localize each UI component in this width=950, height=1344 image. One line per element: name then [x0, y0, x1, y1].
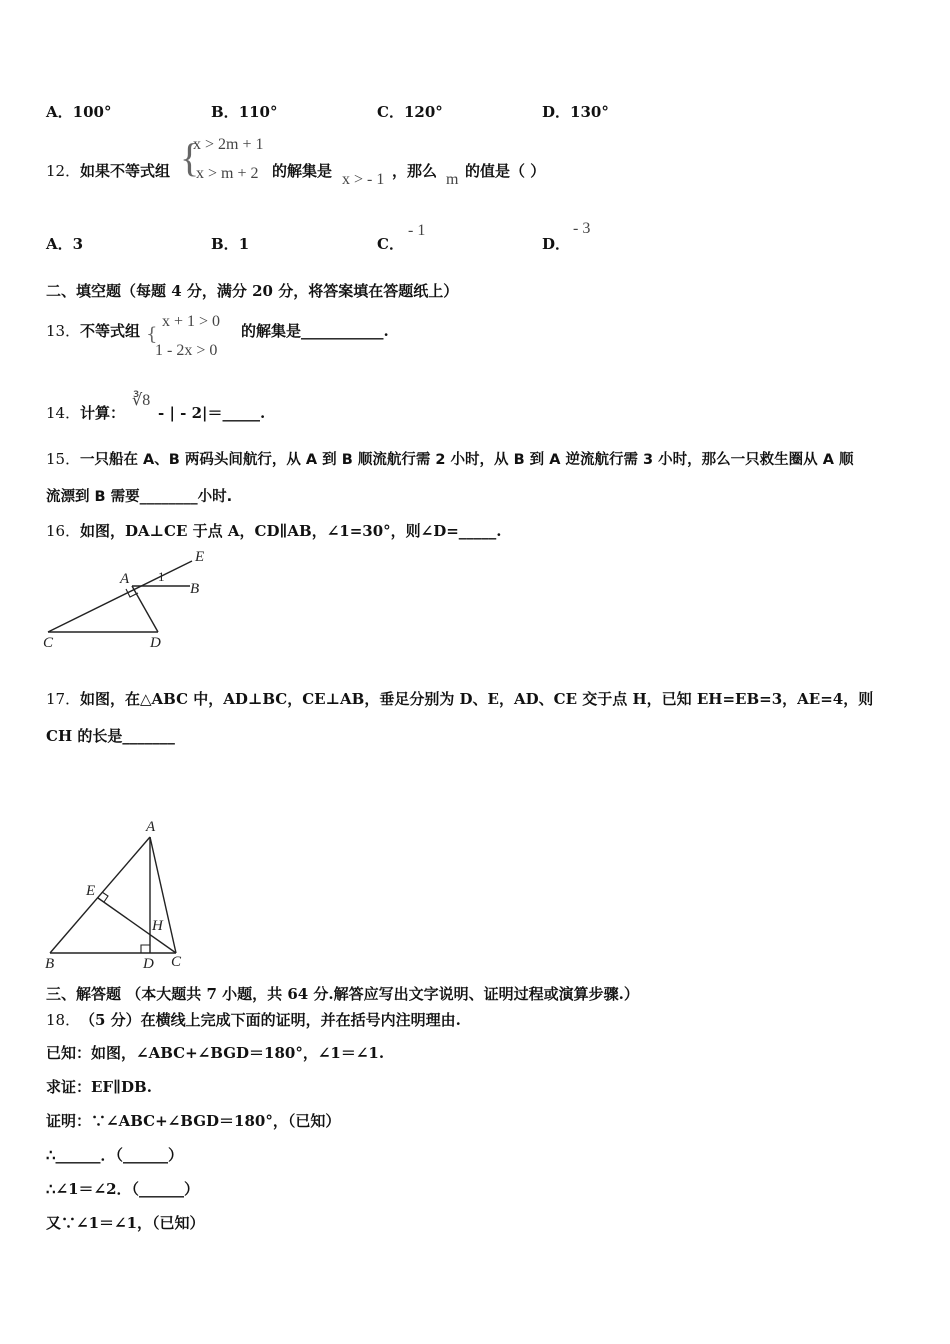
q15-line-2: 流漂到 B 需要________小时.	[46, 489, 233, 505]
q12-option-d-value: - 3	[573, 220, 591, 237]
section-3-title: 三、解答题 （本大题共 7 小题，共 64 分.解答应写出文字说明、证明过程或演算步骤.）	[46, 985, 639, 1003]
label-c: C	[43, 635, 54, 651]
q17-line-2: CH 的长是_______	[46, 727, 175, 745]
q12-number: 12．	[46, 162, 81, 180]
label-h: H	[152, 918, 163, 934]
q16-number: 16．	[46, 522, 81, 540]
right-angle-e	[102, 892, 108, 902]
q11-option-d: D．130°	[542, 103, 609, 121]
q12-solution: x > - 1	[342, 171, 385, 188]
line-ba	[50, 837, 150, 953]
q14-suffix: - | - 2|＝_____.	[158, 404, 266, 422]
q12-middle: 的解集是	[272, 162, 333, 180]
q15-number: 15．	[46, 450, 81, 468]
q13-number: 13．	[46, 322, 81, 340]
q14-radical: ∛8	[132, 392, 151, 409]
q12-ineq-1: x > 2m + 1	[193, 136, 264, 153]
q12-option-c-value: - 1	[408, 222, 426, 239]
q18-proof-line-1: 证明：∵∠ABC+∠BGD＝180°，（已知）	[46, 1112, 341, 1130]
q13-ineq-2: 1 - 2x > 0	[155, 342, 218, 359]
label-e: E	[86, 883, 96, 899]
q12-prefix: 如果不等式组	[80, 162, 171, 180]
q14-number: 14．	[46, 404, 81, 422]
q15-line-1: 一只船在 A、B 两码头间航行，从 A 到 B 顺流航行需 2 小时，从 B 到 A 逆流航行需 3 小时，那么一只救生圈从 A 顺	[80, 452, 854, 468]
q16-figure	[40, 545, 220, 655]
q12-then: ，那么	[392, 162, 438, 180]
label-c: C	[171, 954, 182, 970]
q12-ineq-2: x > m + 2	[196, 165, 259, 182]
q17-line-1: 如图，在△ABC 中，AD⊥BC，CE⊥AB，垂足分别为 D、E，AD、CE 交于点 H，已知 EH=EB=3，AE=4，则	[80, 690, 874, 708]
q18-given: 已知：如图，∠ABC+∠BGD＝180°，∠1＝∠1.	[46, 1044, 385, 1062]
q13-suffix: 的解集是___________.	[241, 322, 389, 340]
q18-intro: （5 分）在横线上完成下面的证明，并在括号内注明理由.	[80, 1011, 461, 1029]
q12-brace: {	[180, 135, 200, 180]
label-a: A	[146, 819, 156, 835]
q11-option-c: C．120°	[377, 103, 443, 121]
q12-option-d-label: D．	[542, 235, 571, 253]
section-2-title: 二、填空题（每题 4 分，满分 20 分，将答案填在答题纸上）	[46, 282, 459, 300]
q18-proof-line-2: ∴______．（______）	[46, 1146, 184, 1164]
line-ec	[98, 898, 176, 953]
q13-ineq-1: x + 1 > 0	[162, 313, 221, 330]
q17-figure	[40, 815, 200, 975]
q13-brace: {	[146, 324, 158, 345]
q18-number: 18．	[46, 1011, 81, 1029]
label-d: D	[150, 635, 161, 651]
q18-prove: 求证：EF∥DB.	[46, 1078, 152, 1096]
q12-option-a: A．3	[46, 235, 84, 253]
q18-proof-line-3: ∴∠1＝∠2．（______）	[46, 1180, 200, 1198]
line-ac	[150, 837, 176, 953]
q12-option-c-label: C．	[377, 235, 404, 253]
q18-proof-line-4: 又∵∠1＝∠1，（已知）	[46, 1214, 205, 1232]
label-b: B	[190, 581, 200, 597]
q11-option-a: A．100°	[46, 103, 112, 121]
label-d: D	[143, 956, 154, 972]
q11-option-b: B．110°	[211, 103, 278, 121]
q17-number: 17．	[46, 690, 81, 708]
line-ad	[132, 586, 158, 632]
label-b: B	[45, 956, 55, 972]
q13-prefix: 不等式组	[80, 322, 141, 340]
label-e: E	[195, 549, 205, 565]
q14-prefix: 计算：	[80, 404, 126, 422]
q16-text: 如图，DA⊥CE 于点 A，CD∥AB，∠1=30°，则∠D=_____.	[80, 522, 502, 540]
label-a: A	[120, 571, 130, 587]
right-angle-d	[141, 945, 150, 953]
q12-suffix: 的值是（ ）	[465, 162, 546, 180]
label-angle-1: 1	[158, 569, 165, 584]
q12-var: m	[446, 171, 459, 188]
q12-option-b: B．1	[211, 235, 250, 253]
